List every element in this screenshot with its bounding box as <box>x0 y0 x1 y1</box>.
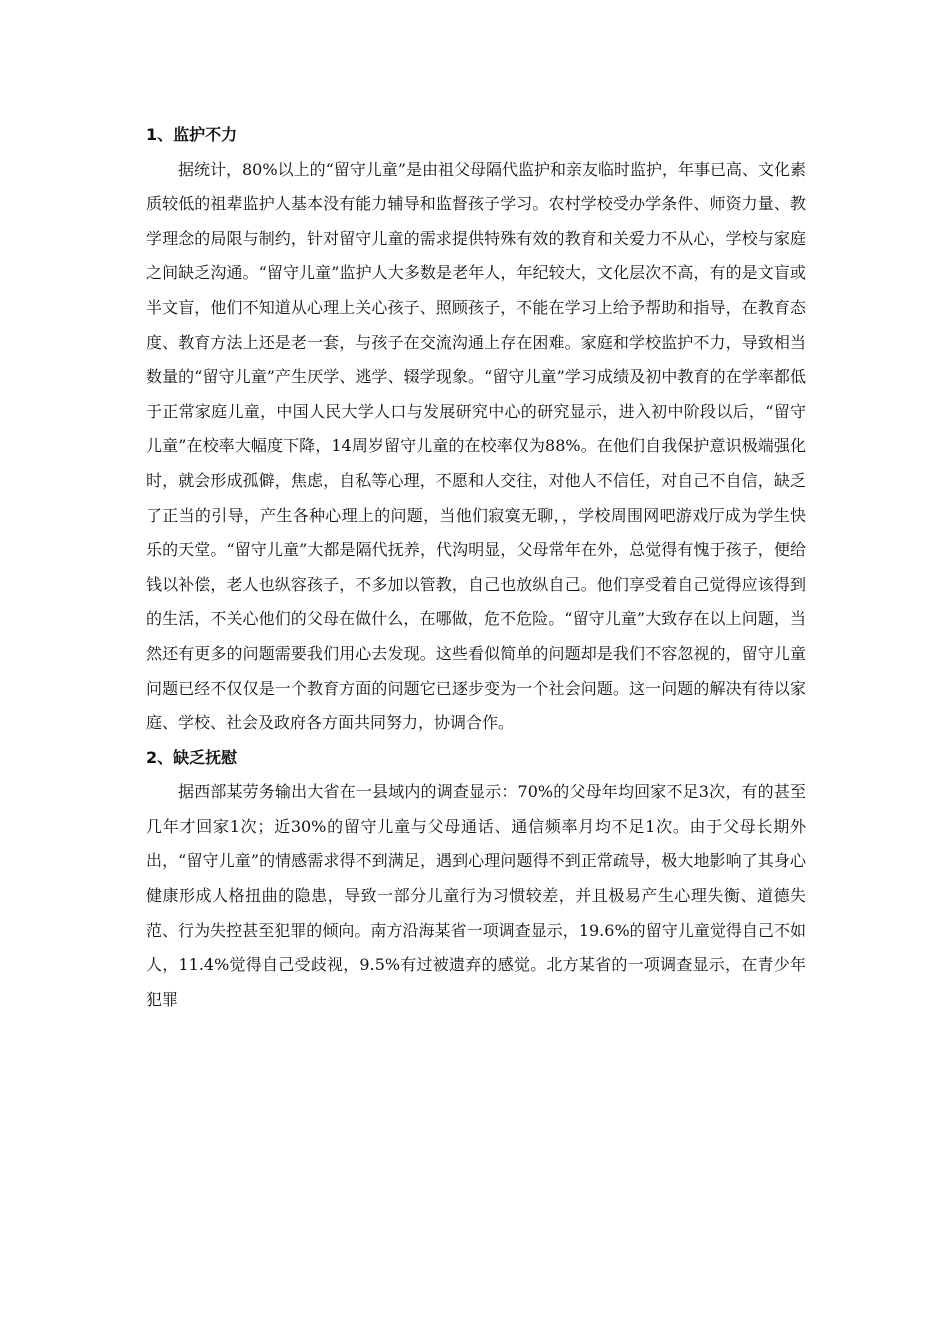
document-body <box>146 118 806 1017</box>
section-paragraph-comfort: 据西部某劳务输出大省在一县域内的调查显示：70%的父母年均回家不足3次，有的甚至几年才回家1次；近30%的留守儿童与父母通话、通信频率月均不足1次。由于父母长期外出，“留守儿童”的情感需求得不到满足，遇到心理问题得不到正常疏导，极大地影响了其身心健康形成人格扭曲的隐患，导致一部分儿童行为习惯较差，并且极易产生心理失衡、道德失范、行为失控甚至犯罪的倾向。南方沿海某省一项调查显示，19.6%的留守儿童觉得自己不如人，11.4%觉得自己受歧视，9.5%有过被遗弃的感觉。北方某省的一项调查显示，在青少年犯罪 <box>146 782 806 1009</box>
section-paragraph-guardianship: 据统计，80%以上的“留守儿童”是由祖父母隔代监护和亲友临时监护，年事已高、文化素质较低的祖辈监护人基本没有能力辅导和监督孩子学习。农村学校受办学条件、师资力量、教学理念的局限与制约，针对留守儿童的需求提供特殊有效的教育和关爱力不从心，学校与家庭之间缺乏沟通。“留守儿童”监护人大多数是老年人，年纪较大，文化层次不高，有的是文盲或半文盲，他们不知道从心理上关心孩子、照顾孩子，不能在学习上给予帮助和指导，在教育态度、教育方法上还是老一套，与孩子在交流沟通上存在困难。家庭和学校监护不力，导致相当数量的“留守儿童”产生厌学、逃学、辍学现象。“留守儿童”学习成绩及初中教育的在学率都低于正常家庭儿童，中国人民大学人口与发展研究中心的研究显示，进入初中阶段以后，“留守儿童”在校率大幅度下降，14周岁留守儿童的在校率仅为88%。在他们自我保护意识极端强化时，就会形成孤僻，焦虑，自私等心理，不愿和人交往，对他人不信任，对自己不自信，缺乏了正当的引导，产生各种心理上的问题，当他们寂寞无聊，，学校周围网吧游戏厅成为学生快乐的天堂。“留守儿童”大都是隔代抚养，代沟明显，父母常年在外，总觉得有愧于孩子，便给钱以补偿，老人也纵容孩子，不多加以管教，自己也放纵自己。他们享受着自己觉得应该得到的生活，不关心他们的父母在做什么，在哪做，危不危险。“留守儿童”大致存在以上问题，当然还有更多的问题需要我们用心去发现。这些看似简单的问题却是我们不容忽视的，留守儿童问题已经不仅仅是一个教育方面的问题它已逐步变为一个社会问题。这一问题的解决有待以家庭、学校、社会及政府各方面共同努力，协调合作。 <box>146 159 806 733</box>
section-heading-guardianship: 1、监护不力 <box>146 125 238 144</box>
section-heading-comfort: 2、缺乏抚慰 <box>146 747 238 767</box>
